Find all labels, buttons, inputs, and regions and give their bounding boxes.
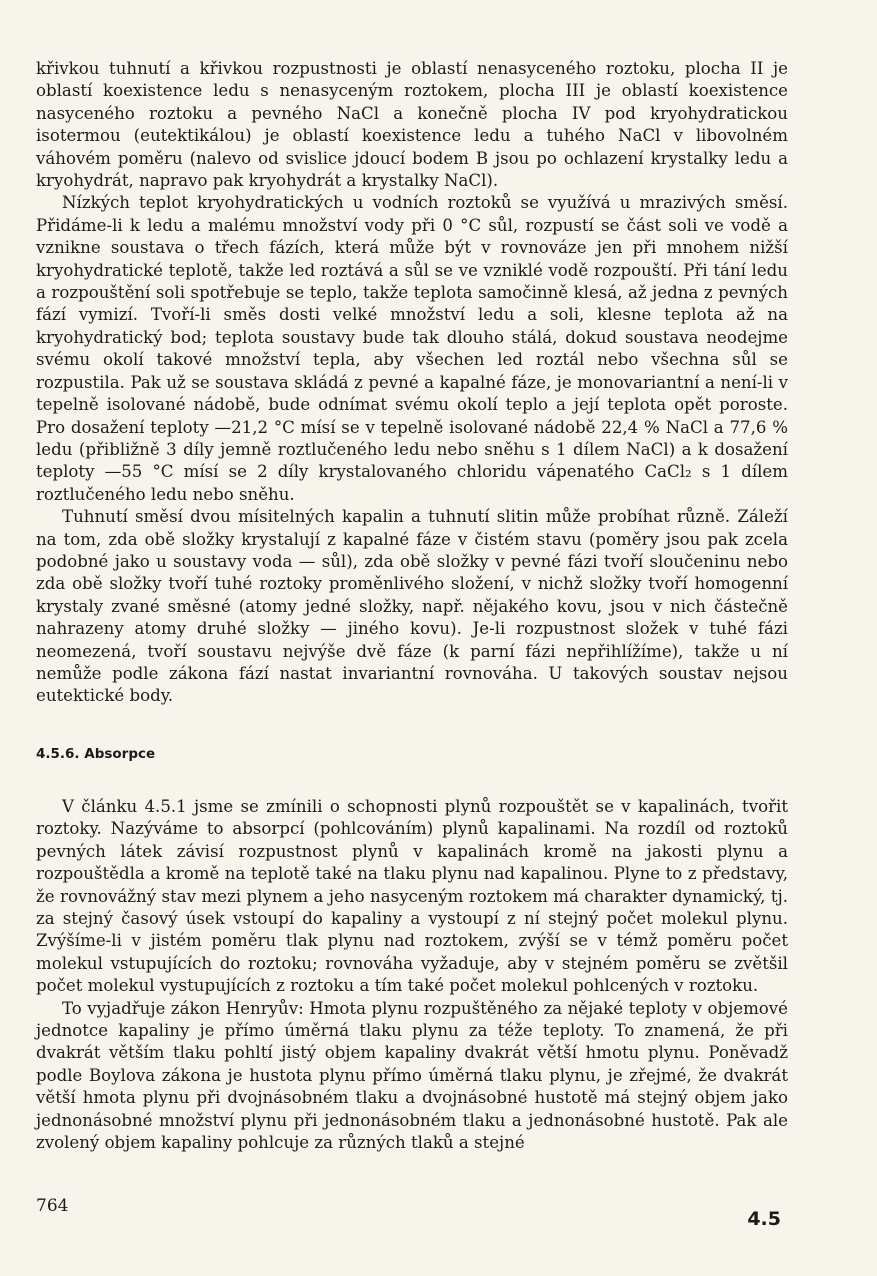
paragraph-henry-law: To vyjadřuje zákon Henryův: Hmota plynu rozpuštěného za nějaké teploty v objemové jednotce kapaliny je přímo úměrná tlaku plynu za téže teploty. To znamená, že při dvakrát větším tlaku pohltí jistý objem kapaliny dvakrát větší hmotu plynu. Poněvadž podle Boylova zákona je hustota plynu přímo úměrná tlaku plynu, je zřejmé, že dvakrát větší hmota plynu při dvojnásobném tlaku a dvojnásobné hustotě má stejný objem jako jednonásobné množství plynu při jednonásobném tlaku a jednonásobné hustotě. Pak ale zvolený objem kapaliny pohlcuje za různých tlaků a stejné [36, 998, 788, 1153]
paragraph-phase-diagram: křivkou tuhnutí a křivkou rozpustnosti je oblastí nenasyceného roztoku, plocha II je oblastí koexistence ledu s nenasyceným roztokem, plocha III je oblastí koexistence nasyceného roztoku a pevného NaCl a konečně plocha IV pod kryohydratickou isotermou (eutektikálou) je oblastí koexistence ledu a tuhého NaCl v libovolném váhovém poměru (nalevo od svislice jdoucí bodem B jsou po ochlazení krystalky ledu a kryohydrát, napravo pak kryohydrát a krystalky NaCl). [36, 59, 788, 191]
page-number: 764 [36, 1196, 69, 1216]
section-heading: 4.5.6. Absorpce [36, 746, 156, 762]
paragraph-solidification: Tuhnutí směsí dvou mísitelných kapalin a tuhnutí slitin může probíhat různě. Záleží na tom, zda obě složky krystalují z kapalné fáze v čistém stavu (poměry jsou pak zcela podobné jako u soustavy voda — sůl), zda obě složky v pevné fázi tvoří sloučeninu nebo zda obě složky tvoří tuhé roztoky proměnlivého složení, v nichž složky tvoří homogenní krystaly zvané směsné (atomy jedné složky, např. nějakého kovu, jsou v nich částečně nahrazeny atomy druhé složky — jiného kovu). Je-li rozpustnost složek v tuhé fázi neomezená, tvoří soustavu nejvýše dvě fáze (k parní fázi nepřihlížíme), takže u ní nemůže podle zákona fází nastat invariantní rovnováha. U takových soustav nejsou eutektické body. [36, 507, 788, 706]
text-block-bottom [36, 796, 788, 1155]
paragraph-freezing-mixtures: Nízkých teplot kryohydratických u vodních roztoků se využívá u mrazivých směsí. Přidáme-li k ledu a malému množství vody při 0 °C sůl, rozpustí se část soli ve vodě a vznikne soustava o třech fázích, která může být v rovnováze jen při mnohem nižší kryohydratické teplotě, takže led roztává a sůl se ve vzniklé vodě rozpouští. Při tání ledu a rozpouštění soli spotřebuje se teplo, takže teplota samočinně klesá, až jedna z pevných fází vymizí. Tvoří-li směs dosti velké množství ledu a soli, klesne teplota až na kryohydratický bod; teplota soustavy bude tak dlouho stálá, dokud soustava neodejme svému okolí takové množství tepla, aby všechen led roztál nebo všechna sůl se rozpustila. Pak už se soustava skládá z pevné a kapalné fáze, je monovariantní a není-li v tepelně isolované nádobě, bude odnímat svému okolí teplo a její teplota opět poroste. Pro dosažení teploty —21,2 °C mísí se v tepelně isolované nádobě 22,4 % NaCl a 77,6 % ledu (přibližně 3 díly jemně roztlučeného ledu nebo sněhu s 1 dílem NaCl) a k dosažení teploty —55 °C mísí se 2 díly krystalovaného chloridu vápenatého CaCl₂ s 1 dílem roztlučeného ledu nebo sněhu. [36, 193, 788, 504]
paragraph-absorption: V článku 4.5.1 jsme se zmínili o schopnosti plynů rozpouštět se v kapalinách, tvořit roztoky. Nazýváme to absorpcí (pohlcováním) plynů kapalinami. Na rozdíl od roztoků pevných látek závisí rozpustnost plynů v kapalinách kromě na jakosti plynu a rozpouštědla a kromě na teplotě také na tlaku plynu nad kapalinou. Plyne to z představy, že rovnovážný stav mezi plynem a jeho nasyceným roztokem má charakter dynamický, tj. za stejný časový úsek vstoupí do kapaliny a vystoupí z ní stejný počet molekul plynu. Zvýšíme-li v jistém poměru tlak plynu nad roztokem, zvýší se v témž poměru počet molekul vstupujících do roztoku; rovnováha vyžaduje, aby v stejném poměru se zvětšil počet molekul vystupujících z roztoku a tím také počet molekul pohlcených v roztoku. [36, 797, 788, 996]
text-block-top [36, 58, 788, 708]
section-number: 4.5 [747, 1208, 781, 1230]
